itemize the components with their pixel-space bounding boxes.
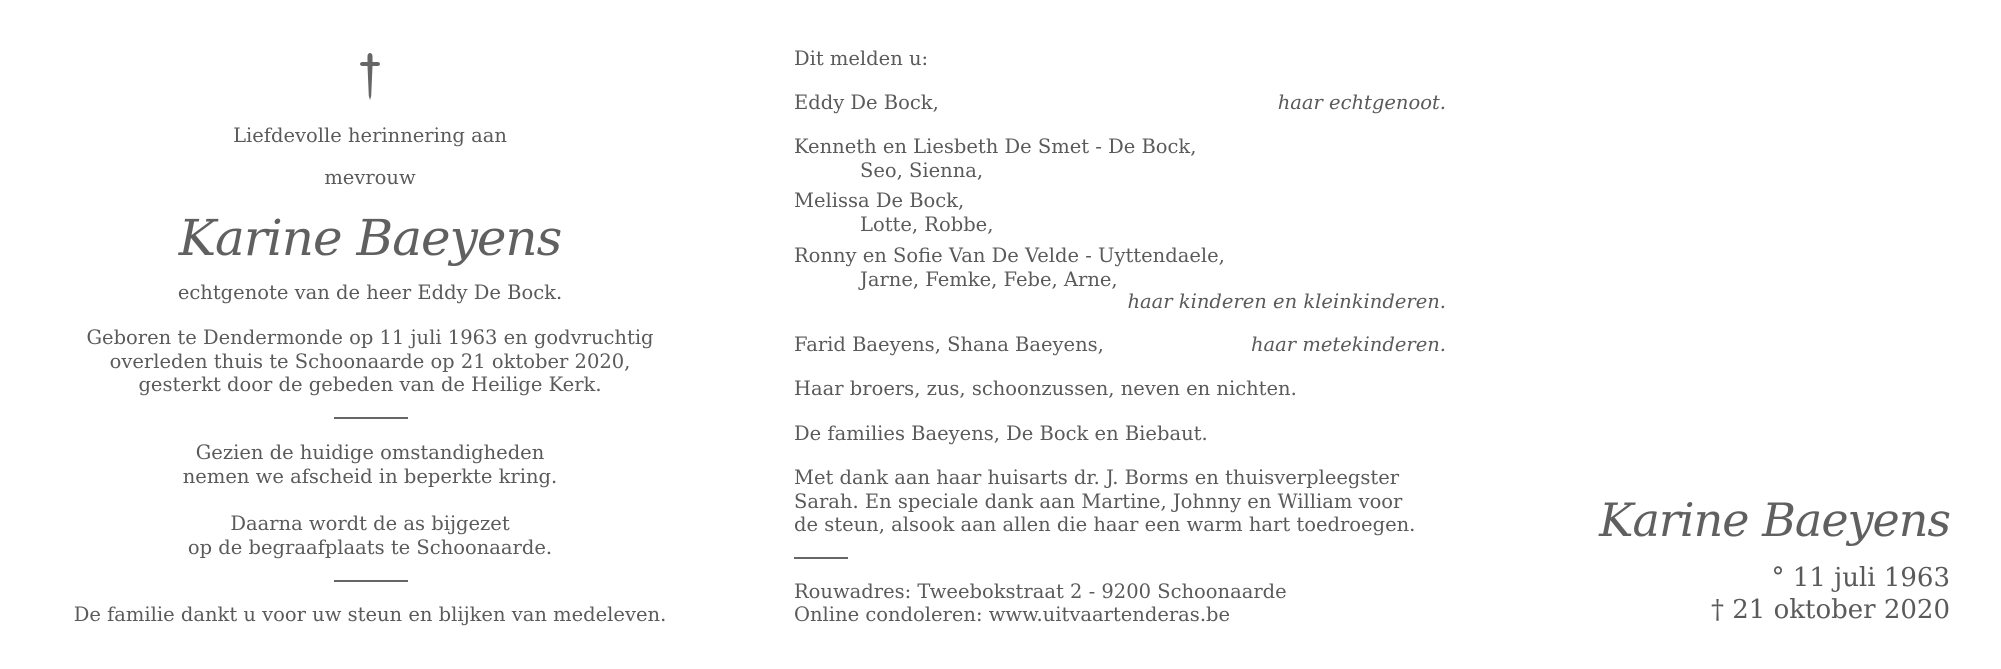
online-condolence-text: Online condoleren: www.uitvaartenderas.be — [794, 603, 1231, 626]
circumstances-line: nemen we afscheid in beperkte kring. — [182, 464, 558, 488]
grandchildren: Seo, Sienna, — [860, 158, 984, 182]
gratitude-line: de steun, alsook aan allen die haar een warm hart toedroegen. — [794, 513, 1416, 536]
birth-death-line: Geboren te Dendermonde op 11 juli 1963 en godvruchtig — [86, 326, 654, 349]
godchildren-names: Farid Baeyens, Shana Baeyens, — [794, 333, 1104, 356]
godchildren-role: haar metekinderen. — [1251, 333, 1446, 356]
title-text: mevrouw — [324, 166, 416, 189]
birth-date: ° 11 juli 1963 — [1771, 563, 1950, 593]
burial-text — [40, 512, 700, 559]
life-dates — [1711, 562, 1950, 626]
middle-panel — [794, 0, 1446, 669]
announce-text: Dit melden u: — [794, 47, 929, 70]
child-parents: Kenneth en Liesbeth De Smet - De Bock, — [794, 135, 1197, 158]
child-family — [794, 189, 993, 236]
child-family — [794, 244, 1225, 291]
husband-role: haar echtgenoot. — [1277, 91, 1446, 114]
burial-line: Daarna wordt de as bijgezet — [230, 512, 510, 535]
divider — [334, 580, 408, 582]
grandchildren: Jarne, Femke, Febe, Arne, — [860, 267, 1118, 291]
burial-line: op de begraafplaats te Schoonaarde. — [187, 535, 553, 559]
child-parents: Melissa De Bock, — [794, 189, 965, 212]
divider — [334, 417, 408, 419]
gratitude-text — [794, 466, 1415, 537]
cross-icon — [40, 50, 700, 100]
circumstances-line: Gezien de huidige omstandigheden — [195, 441, 545, 464]
children-role: haar kinderen en kleinkinderen. — [1127, 290, 1446, 313]
husband-name: Eddy De Bock, — [794, 91, 939, 114]
divider — [794, 557, 848, 559]
grandchildren: Lotte, Robbe, — [860, 212, 994, 236]
families-text: De families Baeyens, De Bock en Biebaut. — [794, 422, 1208, 445]
gratitude-line: Met dank aan haar huisarts dr. J. Borms en thuisverpleegster — [794, 466, 1400, 489]
address-text: Rouwadres: Tweebokstraat 2 - 9200 Schoonaarde — [794, 580, 1287, 603]
child-parents: Ronny en Sofie Van De Velde - Uyttendaele, — [794, 244, 1225, 267]
birth-death-line: gesterkt door de gebeden van de Heilige Kerk. — [138, 373, 602, 396]
deceased-name: Karine Baeyens — [178, 209, 562, 267]
intro-text: Liefdevolle herinnering aan — [233, 124, 507, 147]
deceased-name-small: Karine Baeyens — [1599, 493, 1950, 547]
child-family — [794, 135, 1196, 182]
circumstances-text — [40, 441, 700, 488]
spouse-text: echtgenote van de heer Eddy De Bock. — [177, 281, 563, 304]
right-panel — [1590, 0, 1950, 669]
left-panel — [40, 0, 700, 669]
family-thanks: De familie dankt u voor uw steun en blijken van medeleven. — [73, 603, 667, 626]
siblings-text: Haar broers, zus, schoonzussen, neven en nichten. — [794, 377, 1297, 400]
gratitude-line: Sarah. En speciale dank aan Martine, Johnny en William voor — [794, 489, 1403, 513]
birth-death-line: overleden thuis te Schoonaarde op 21 oktober 2020, — [109, 349, 631, 373]
birth-death-text — [40, 326, 700, 397]
death-date: † 21 oktober 2020 — [1710, 595, 1950, 625]
